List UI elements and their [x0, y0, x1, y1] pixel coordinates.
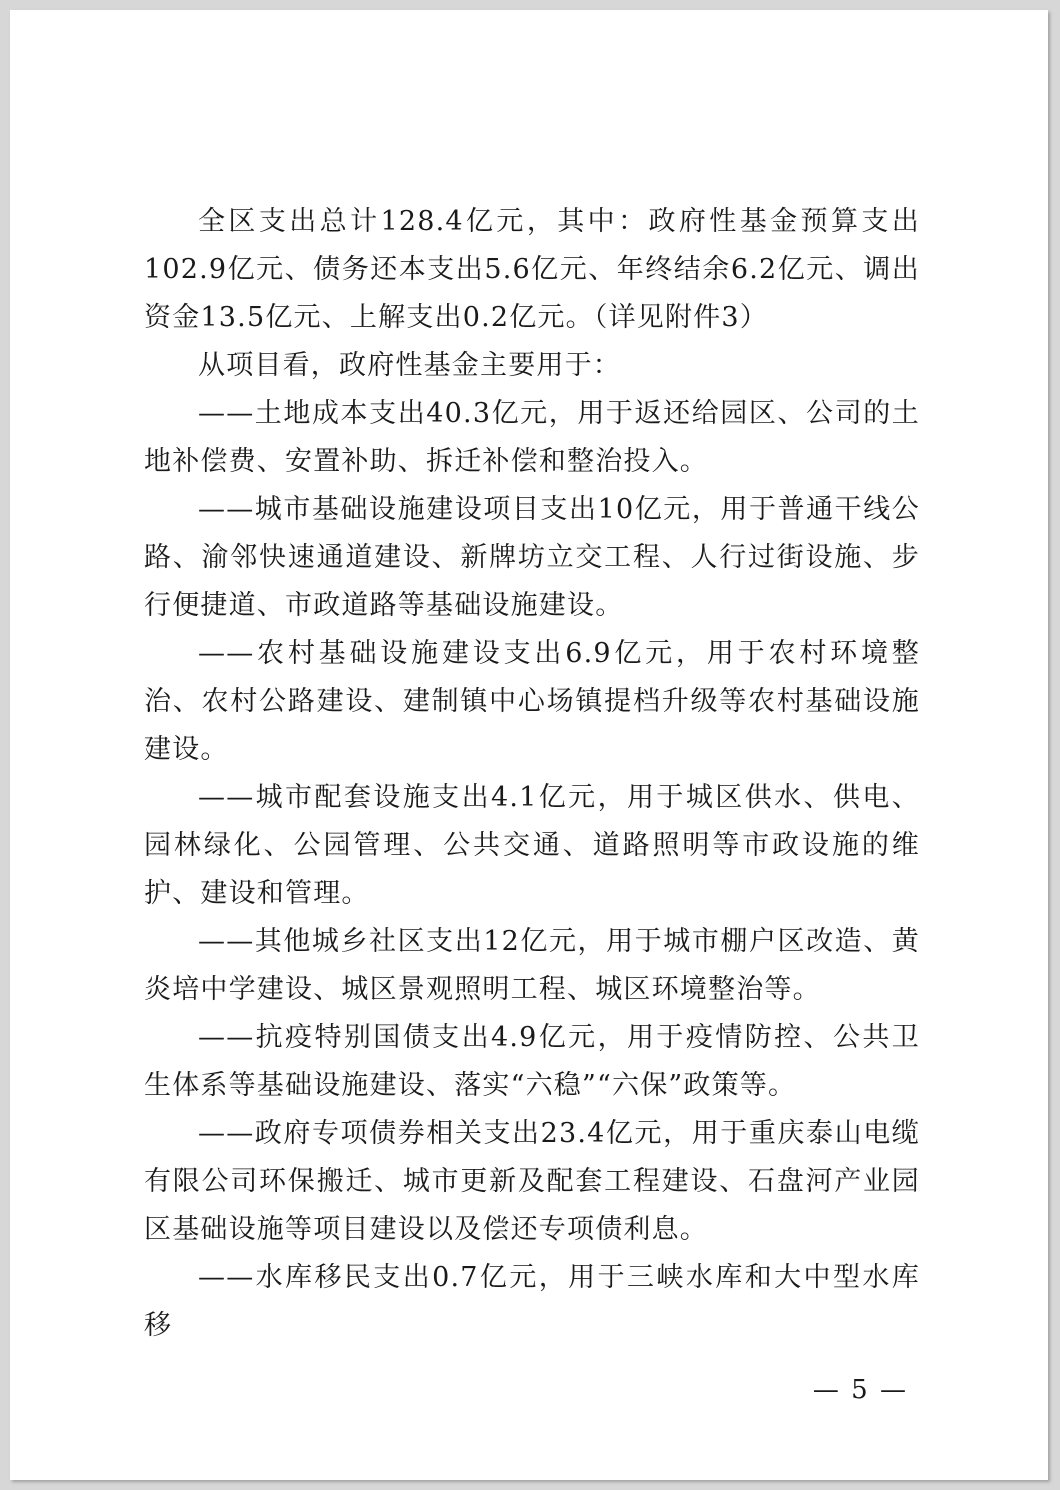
document-page [10, 10, 1048, 1480]
paragraph-urban-infrastructure: ——城市基础设施建设项目支出10亿元，用于普通干线公路、渝邻快速通道建设、新牌坊立交工程、人行过街设施、步行便捷道、市政道路等基础设施建设。 [144, 494, 920, 621]
paragraph-anti-epidemic-bonds: ——抗疫特别国债支出4.9亿元，用于疫情防控、公共卫生体系等基础设施建设、落实“六稳”“六保”政策等。 [144, 1022, 920, 1101]
document-body [144, 198, 920, 1350]
paragraph-project-intro: 从项目看，政府性基金主要用于： [198, 350, 621, 381]
paragraph-expenditure-total: 全区支出总计128.4亿元，其中：政府性基金预算支出102.9亿元、债务还本支出5.6亿元、年终结余6.2亿元、调出资金13.5亿元、上解支出0.2亿元。（详见附件3） [144, 206, 920, 333]
paragraph-other-community: ——其他城乡社区支出12亿元，用于城市棚户区改造、黄炎培中学建设、城区景观照明工程、城区环境整治等。 [144, 926, 920, 1005]
paragraph-rural-infrastructure: ——农村基础设施建设支出6.9亿元，用于农村环境整治、农村公路建设、建制镇中心场镇提档升级等农村基础设施建设。 [144, 638, 920, 765]
paragraph-special-bonds: ——政府专项债券相关支出23.4亿元，用于重庆泰山电缆有限公司环保搬迁、城市更新及配套工程建设、石盘河产业园区基础设施等项目建设以及偿还专项债利息。 [144, 1118, 920, 1245]
paragraph-land-cost: ——土地成本支出40.3亿元，用于返还给园区、公司的土地补偿费、安置补助、拆迁补偿和整治投入。 [144, 398, 920, 477]
page-number: — 5 — [812, 1375, 908, 1405]
paragraph-urban-facilities: ——城市配套设施支出4.1亿元，用于城区供水、供电、园林绿化、公园管理、公共交通、道路照明等市政设施的维护、建设和管理。 [144, 782, 920, 909]
paragraph-reservoir-migrants: ——水库移民支出0.7亿元，用于三峡水库和大中型水库移 [144, 1262, 920, 1341]
